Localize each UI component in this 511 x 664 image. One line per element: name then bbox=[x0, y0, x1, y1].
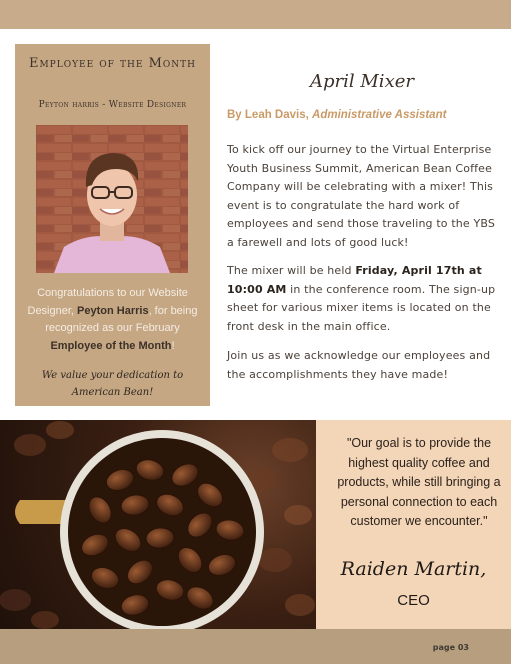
tagline-line2: American Bean! bbox=[71, 387, 154, 398]
employee-of-month-card bbox=[15, 44, 210, 406]
eom-tagline bbox=[15, 367, 210, 401]
article-paragraph-2 bbox=[227, 262, 497, 336]
top-band bbox=[0, 0, 511, 29]
eom-subtitle: Peyton harris - Website Designer bbox=[38, 100, 187, 110]
congrats-award: Employee of the Month bbox=[50, 339, 172, 352]
article-paragraph-3: Join us as we acknowledge our employees and the accomplishments they have made! bbox=[227, 349, 491, 381]
mixer-datetime: Friday, April 17th at 10:00 AM bbox=[227, 264, 482, 296]
byline-role: Administrative Assistant bbox=[312, 109, 447, 121]
tagline-line1: We value your dedication to bbox=[41, 370, 184, 381]
para2-post: in the conference room. The sign-up sheet for various mixer items is located on the front desk in the main office. bbox=[227, 282, 496, 333]
eom-title: Employee of the Month bbox=[28, 56, 197, 71]
page-number: page 03 bbox=[432, 643, 469, 652]
congrats-text bbox=[23, 285, 202, 355]
bottom-band bbox=[0, 629, 511, 664]
byline-name: By Leah Davis, bbox=[227, 109, 313, 121]
congrats-post: ! bbox=[171, 339, 175, 352]
ceo-quote-panel bbox=[316, 420, 511, 629]
coffee-beans-photo bbox=[0, 420, 316, 629]
ceo-quote: "Our goal is to provide the highest quality coffee and products, while still bringing a personal connection to each customer we encounter." bbox=[337, 436, 501, 528]
ceo-signature: Raiden Martin, bbox=[340, 558, 487, 580]
article-title: April Mixer bbox=[310, 71, 414, 92]
employee-photo bbox=[36, 125, 188, 273]
ceo-role: CEO bbox=[397, 592, 430, 609]
congrats-mid: , for being recognized as our February bbox=[45, 304, 198, 334]
article-byline bbox=[227, 109, 446, 121]
congrats-pre: Congratulations to our Website Designer, bbox=[27, 287, 188, 317]
congrats-name: Peyton Harris bbox=[77, 304, 149, 317]
article-paragraph-1: To kick off our journey to the Virtual Enterprise Youth Business Summit, American Bean Coffee Company will be celebrating with a mixer! This event is to congratulate the hard work of employees and send those traveling to the YBS a farewell and lots of good luck! bbox=[227, 143, 495, 249]
para2-pre: The mixer will be held bbox=[227, 264, 356, 277]
